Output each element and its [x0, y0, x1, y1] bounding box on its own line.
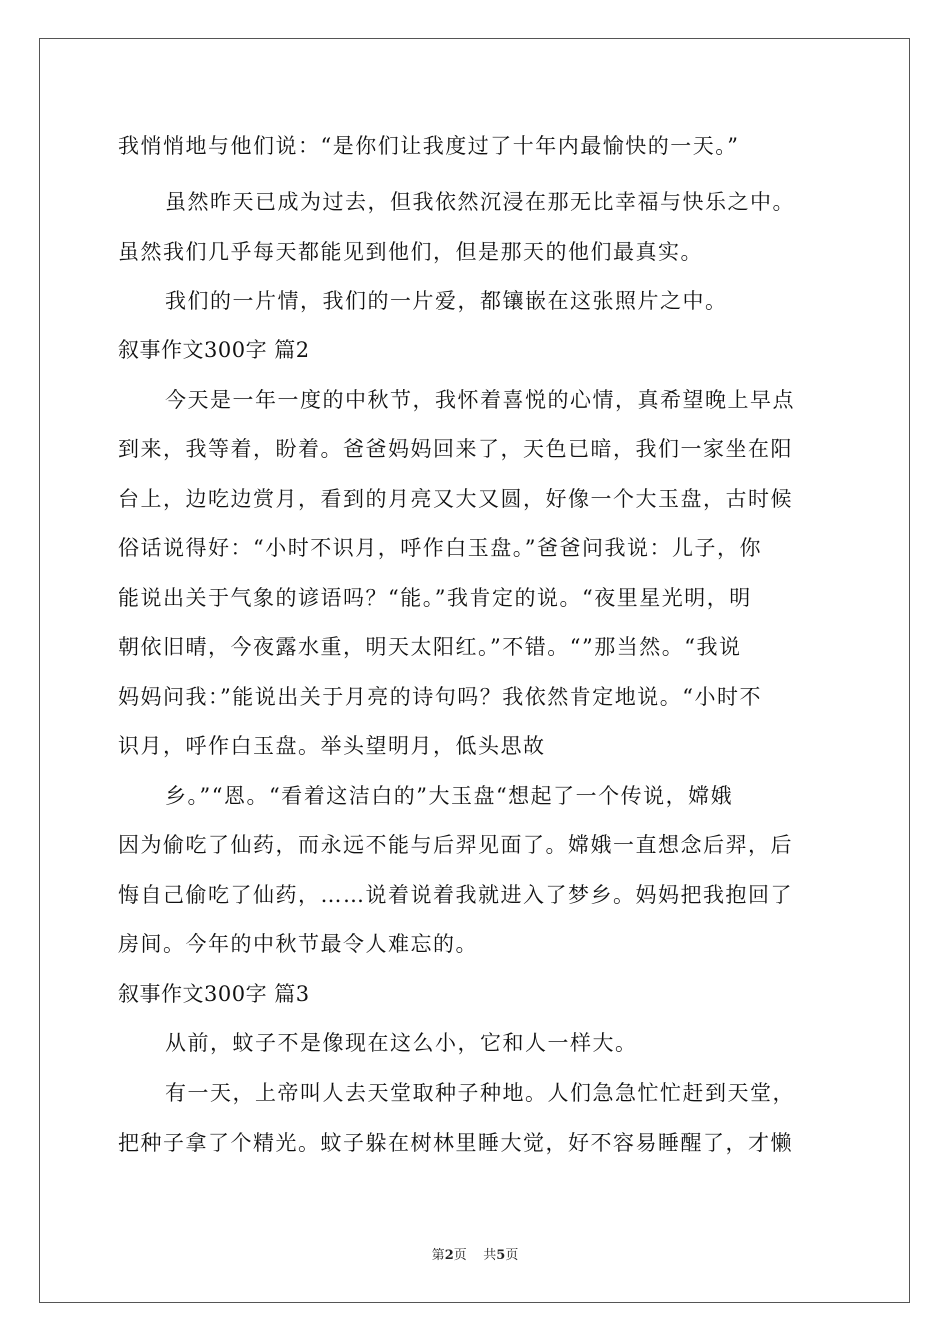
- page-prefix: 第: [431, 1248, 445, 1263]
- body-line: 悔自己偷吃了仙药，……说着说着我就进入了梦乡。妈妈把我抱回了: [118, 883, 793, 907]
- body-line: 能说出关于气象的谚语吗？“能。”我肯定的说。“夜里星光明，明: [118, 586, 752, 610]
- body-line: 有一天，上帝叫人去天堂取种子种地。人们急急忙忙赶到天堂，: [165, 1081, 795, 1105]
- body-line: 从前，蚊子不是像现在这么小，它和人一样大。: [165, 1031, 638, 1055]
- body-line: 妈妈问我：”能说出关于月亮的诗句吗？我依然肯定地说。“小时不: [118, 685, 762, 709]
- page-footer: [0, 1247, 950, 1265]
- body-line: 到来，我等着，盼着。爸爸妈妈回来了，天色已暗，我们一家坐在阳: [118, 437, 793, 461]
- body-line: 房间。今年的中秋节最令人难忘的。: [118, 932, 478, 956]
- page-border: [39, 38, 910, 1303]
- body-line: 把种子拿了个精光。蚊子躲在树林里睡大觉，好不容易睡醒了，才懒: [118, 1131, 793, 1155]
- section-heading: 叙事作文300字 篇3: [118, 982, 310, 1006]
- body-line: 今天是一年一度的中秋节，我怀着喜悦的心情，真希望晚上早点: [165, 388, 795, 412]
- body-line: 因为偷吃了仙药，而永远不能与后羿见面了。嫦娥一直想念后羿，后: [118, 833, 793, 857]
- body-line: 我悄悄地与他们说：“是你们让我度过了十年内最愉快的一天。”: [118, 134, 740, 158]
- body-line: 虽然昨天已成为过去，但我依然沉浸在那无比幸福与快乐之中。: [165, 190, 795, 214]
- body-line: 乡。”“恩。“看着这洁白的”大玉盘“想起了一个传说，嫦娥: [165, 784, 734, 808]
- body-line: 我们的一片情，我们的一片爱，都镶嵌在这张照片之中。: [165, 289, 728, 313]
- body-line: 识月，呼作白玉盘。举头望明月，低头思故: [118, 734, 546, 758]
- body-line: 俗话说得好：“小时不识月，呼作白玉盘。”爸爸问我说：儿子，你: [118, 536, 762, 560]
- body-line: 朝依旧晴，今夜露水重，明天太阳红。”不错。“”那当然。“我说: [118, 635, 742, 659]
- page-suffix: 页: [505, 1248, 519, 1263]
- section-heading: 叙事作文300字 篇2: [118, 338, 310, 362]
- page-current: 2: [444, 1248, 454, 1263]
- body-line: 台上，边吃边赏月，看到的月亮又大又圆，好像一个大玉盘，古时候: [118, 487, 793, 511]
- page-total: 5: [496, 1248, 506, 1263]
- body-line: 虽然我们几乎每天都能见到他们，但是那天的他们最真实。: [118, 240, 703, 264]
- page-mid: 页 共: [453, 1248, 497, 1263]
